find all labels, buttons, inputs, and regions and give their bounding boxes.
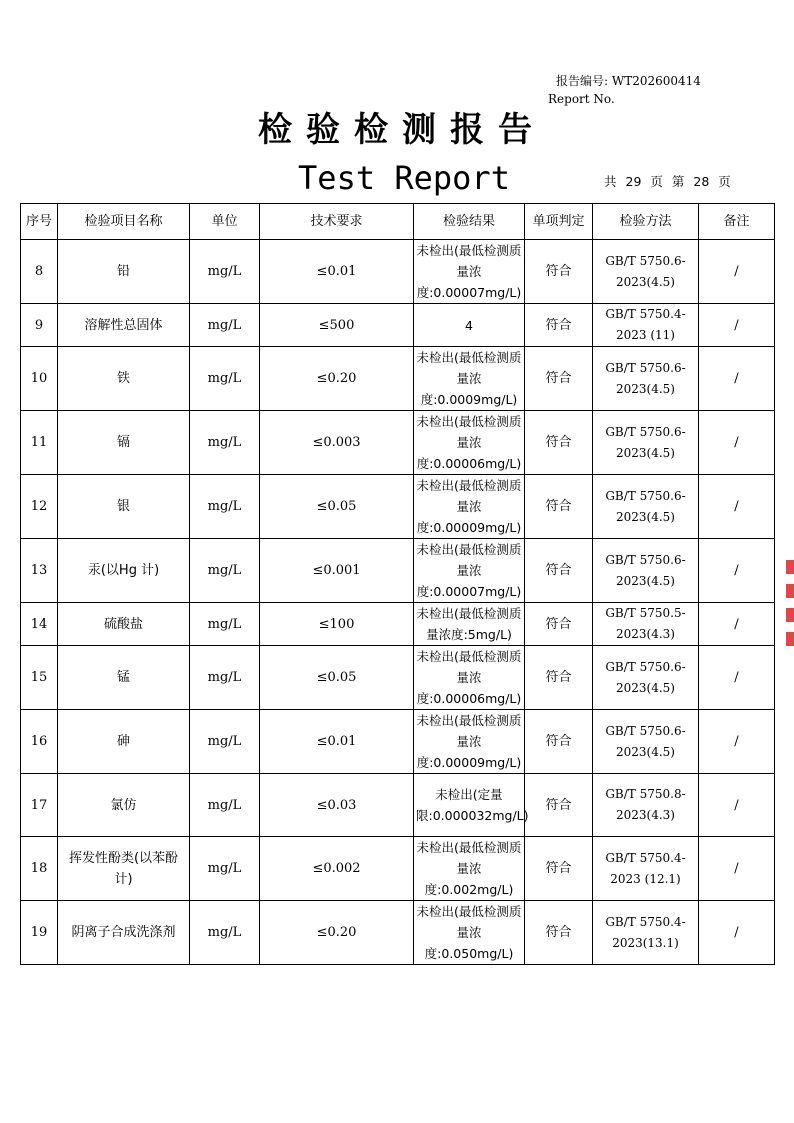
col-header-judgement: 单项判定 [525,204,593,240]
cell-judgement: 符合 [525,710,593,774]
cell-unit: mg/L [190,646,260,710]
table-row [21,774,775,837]
cell-item: 阴离子合成洗涤剂 [58,901,190,965]
cell-note: / [699,539,775,603]
cell-no: 13 [21,539,58,603]
table-row [21,411,775,475]
cell-method: GB/T 5750.4-2023 (11) [593,304,699,347]
cell-unit: mg/L [190,539,260,603]
page-info-total: 29 [625,174,642,189]
cell-result: 未检出(最低检测质量浓度:0.00009mg/L) [414,475,525,539]
cell-requirement: ≤0.01 [260,240,414,304]
cell-method: GB/T 5750.6-2023(4.5) [593,240,699,304]
cell-method: GB/T 5750.8-2023(4.3) [593,774,699,837]
cell-result: 未检出(最低检测质量浓度:0.00006mg/L) [414,411,525,475]
cell-judgement: 符合 [525,646,593,710]
cell-note: / [699,901,775,965]
report-number [548,72,778,108]
cell-unit: mg/L [190,710,260,774]
cell-item: 挥发性酚类(以苯酚计) [58,837,190,901]
report-no-label-cn: 报告编号: [556,74,609,88]
cell-unit: mg/L [190,304,260,347]
cell-method: GB/T 5750.6-2023(4.5) [593,347,699,411]
page-info [604,173,736,191]
cell-judgement: 符合 [525,901,593,965]
table-header-row [21,204,775,240]
cell-unit: mg/L [190,603,260,646]
cell-result: 未检出(最低检测质量浓度:0.050mg/L) [414,901,525,965]
cell-unit: mg/L [190,901,260,965]
cell-unit: mg/L [190,347,260,411]
cell-unit: mg/L [190,411,260,475]
cell-no: 18 [21,837,58,901]
cell-note: / [699,347,775,411]
cell-result: 未检出(最低检测质量浓度:0.00007mg/L) [414,539,525,603]
cell-method: GB/T 5750.6-2023(4.5) [593,539,699,603]
cell-result: 未检出(最低检测质量浓度:0.00007mg/L) [414,240,525,304]
cell-requirement: ≤0.05 [260,646,414,710]
cell-item: 硫酸盐 [58,603,190,646]
cell-judgement: 符合 [525,603,593,646]
cell-requirement: ≤0.20 [260,347,414,411]
cell-unit: mg/L [190,475,260,539]
cell-result: 4 [414,304,525,347]
cell-judgement: 符合 [525,304,593,347]
cell-note: / [699,774,775,837]
cell-method: GB/T 5750.5-2023(4.3) [593,603,699,646]
cell-result: 未检出(最低检测质量浓度:5mg/L) [414,603,525,646]
table-row [21,475,775,539]
cell-unit: mg/L [190,837,260,901]
col-header-item: 检验项目名称 [58,204,190,240]
col-header-method: 检验方法 [593,204,699,240]
cell-judgement: 符合 [525,411,593,475]
cell-note: / [699,710,775,774]
seal-stamp-edge [786,560,794,650]
cell-item: 银 [58,475,190,539]
cell-no: 11 [21,411,58,475]
cell-judgement: 符合 [525,347,593,411]
table-row [21,539,775,603]
cell-item: 氯仿 [58,774,190,837]
cell-note: / [699,475,775,539]
cell-result: 未检出(最低检测质量浓度:0.00006mg/L) [414,646,525,710]
cell-no: 19 [21,901,58,965]
cell-no: 9 [21,304,58,347]
cell-no: 16 [21,710,58,774]
cell-item: 铅 [58,240,190,304]
col-header-no: 序号 [21,204,58,240]
cell-item: 锰 [58,646,190,710]
table-row [21,646,775,710]
cell-item: 溶解性总固体 [58,304,190,347]
cell-result: 未检出(最低检测质量浓度:0.00009mg/L) [414,710,525,774]
col-header-result: 检验结果 [414,204,525,240]
cell-no: 12 [21,475,58,539]
cell-requirement: ≤500 [260,304,414,347]
report-no-value: WT202600414 [611,74,701,88]
test-results-table [20,203,775,965]
cell-no: 17 [21,774,58,837]
cell-no: 15 [21,646,58,710]
cell-note: / [699,603,775,646]
page-info-current-label: 第 [671,174,685,189]
cell-requirement: ≤100 [260,603,414,646]
col-header-note: 备注 [699,204,775,240]
cell-note: / [699,837,775,901]
cell-judgement: 符合 [525,837,593,901]
table-row [21,837,775,901]
cell-judgement: 符合 [525,475,593,539]
cell-requirement: ≤0.003 [260,411,414,475]
cell-method: GB/T 5750.4-2023(13.1) [593,901,699,965]
cell-unit: mg/L [190,240,260,304]
report-no-label-en: Report No. [548,92,615,106]
page-info-total-unit: 页 [650,174,663,189]
table-row [21,347,775,411]
cell-requirement: ≤0.001 [260,539,414,603]
cell-no: 8 [21,240,58,304]
cell-result: 未检出(最低检测质量浓度:0.0009mg/L) [414,347,525,411]
page-info-total-label: 共 [604,174,617,189]
cell-requirement: ≤0.01 [260,710,414,774]
cell-item: 汞(以Hg 计) [58,539,190,603]
table-row [21,304,775,347]
cell-note: / [699,411,775,475]
page-info-current-unit: 页 [718,174,731,189]
cell-item: 砷 [58,710,190,774]
cell-note: / [699,646,775,710]
cell-judgement: 符合 [525,240,593,304]
cell-result: 未检出(最低检测质量浓度:0.002mg/L) [414,837,525,901]
cell-requirement: ≤0.20 [260,901,414,965]
cell-no: 14 [21,603,58,646]
col-header-requirement: 技术要求 [260,204,414,240]
page-title-en: Test Report [298,159,510,197]
cell-method: GB/T 5750.4-2023 (12.1) [593,837,699,901]
page-title-cn: 检验检测报告 [258,110,546,150]
col-header-unit: 单位 [190,204,260,240]
cell-judgement: 符合 [525,539,593,603]
page-info-current: 28 [693,174,710,189]
table-row [21,710,775,774]
cell-requirement: ≤0.03 [260,774,414,837]
cell-method: GB/T 5750.6-2023(4.5) [593,411,699,475]
cell-item: 铁 [58,347,190,411]
table-body [21,240,775,965]
cell-requirement: ≤0.05 [260,475,414,539]
cell-note: / [699,240,775,304]
cell-note: / [699,304,775,347]
cell-item: 镉 [58,411,190,475]
cell-requirement: ≤0.002 [260,837,414,901]
cell-method: GB/T 5750.6-2023(4.5) [593,646,699,710]
cell-no: 10 [21,347,58,411]
table-row [21,240,775,304]
table-row [21,901,775,965]
cell-method: GB/T 5750.6-2023(4.5) [593,475,699,539]
table-row [21,603,775,646]
cell-judgement: 符合 [525,774,593,837]
cell-unit: mg/L [190,774,260,837]
cell-method: GB/T 5750.6-2023(4.5) [593,710,699,774]
cell-result: 未检出(定量限:0.000032mg/L) [414,774,525,837]
